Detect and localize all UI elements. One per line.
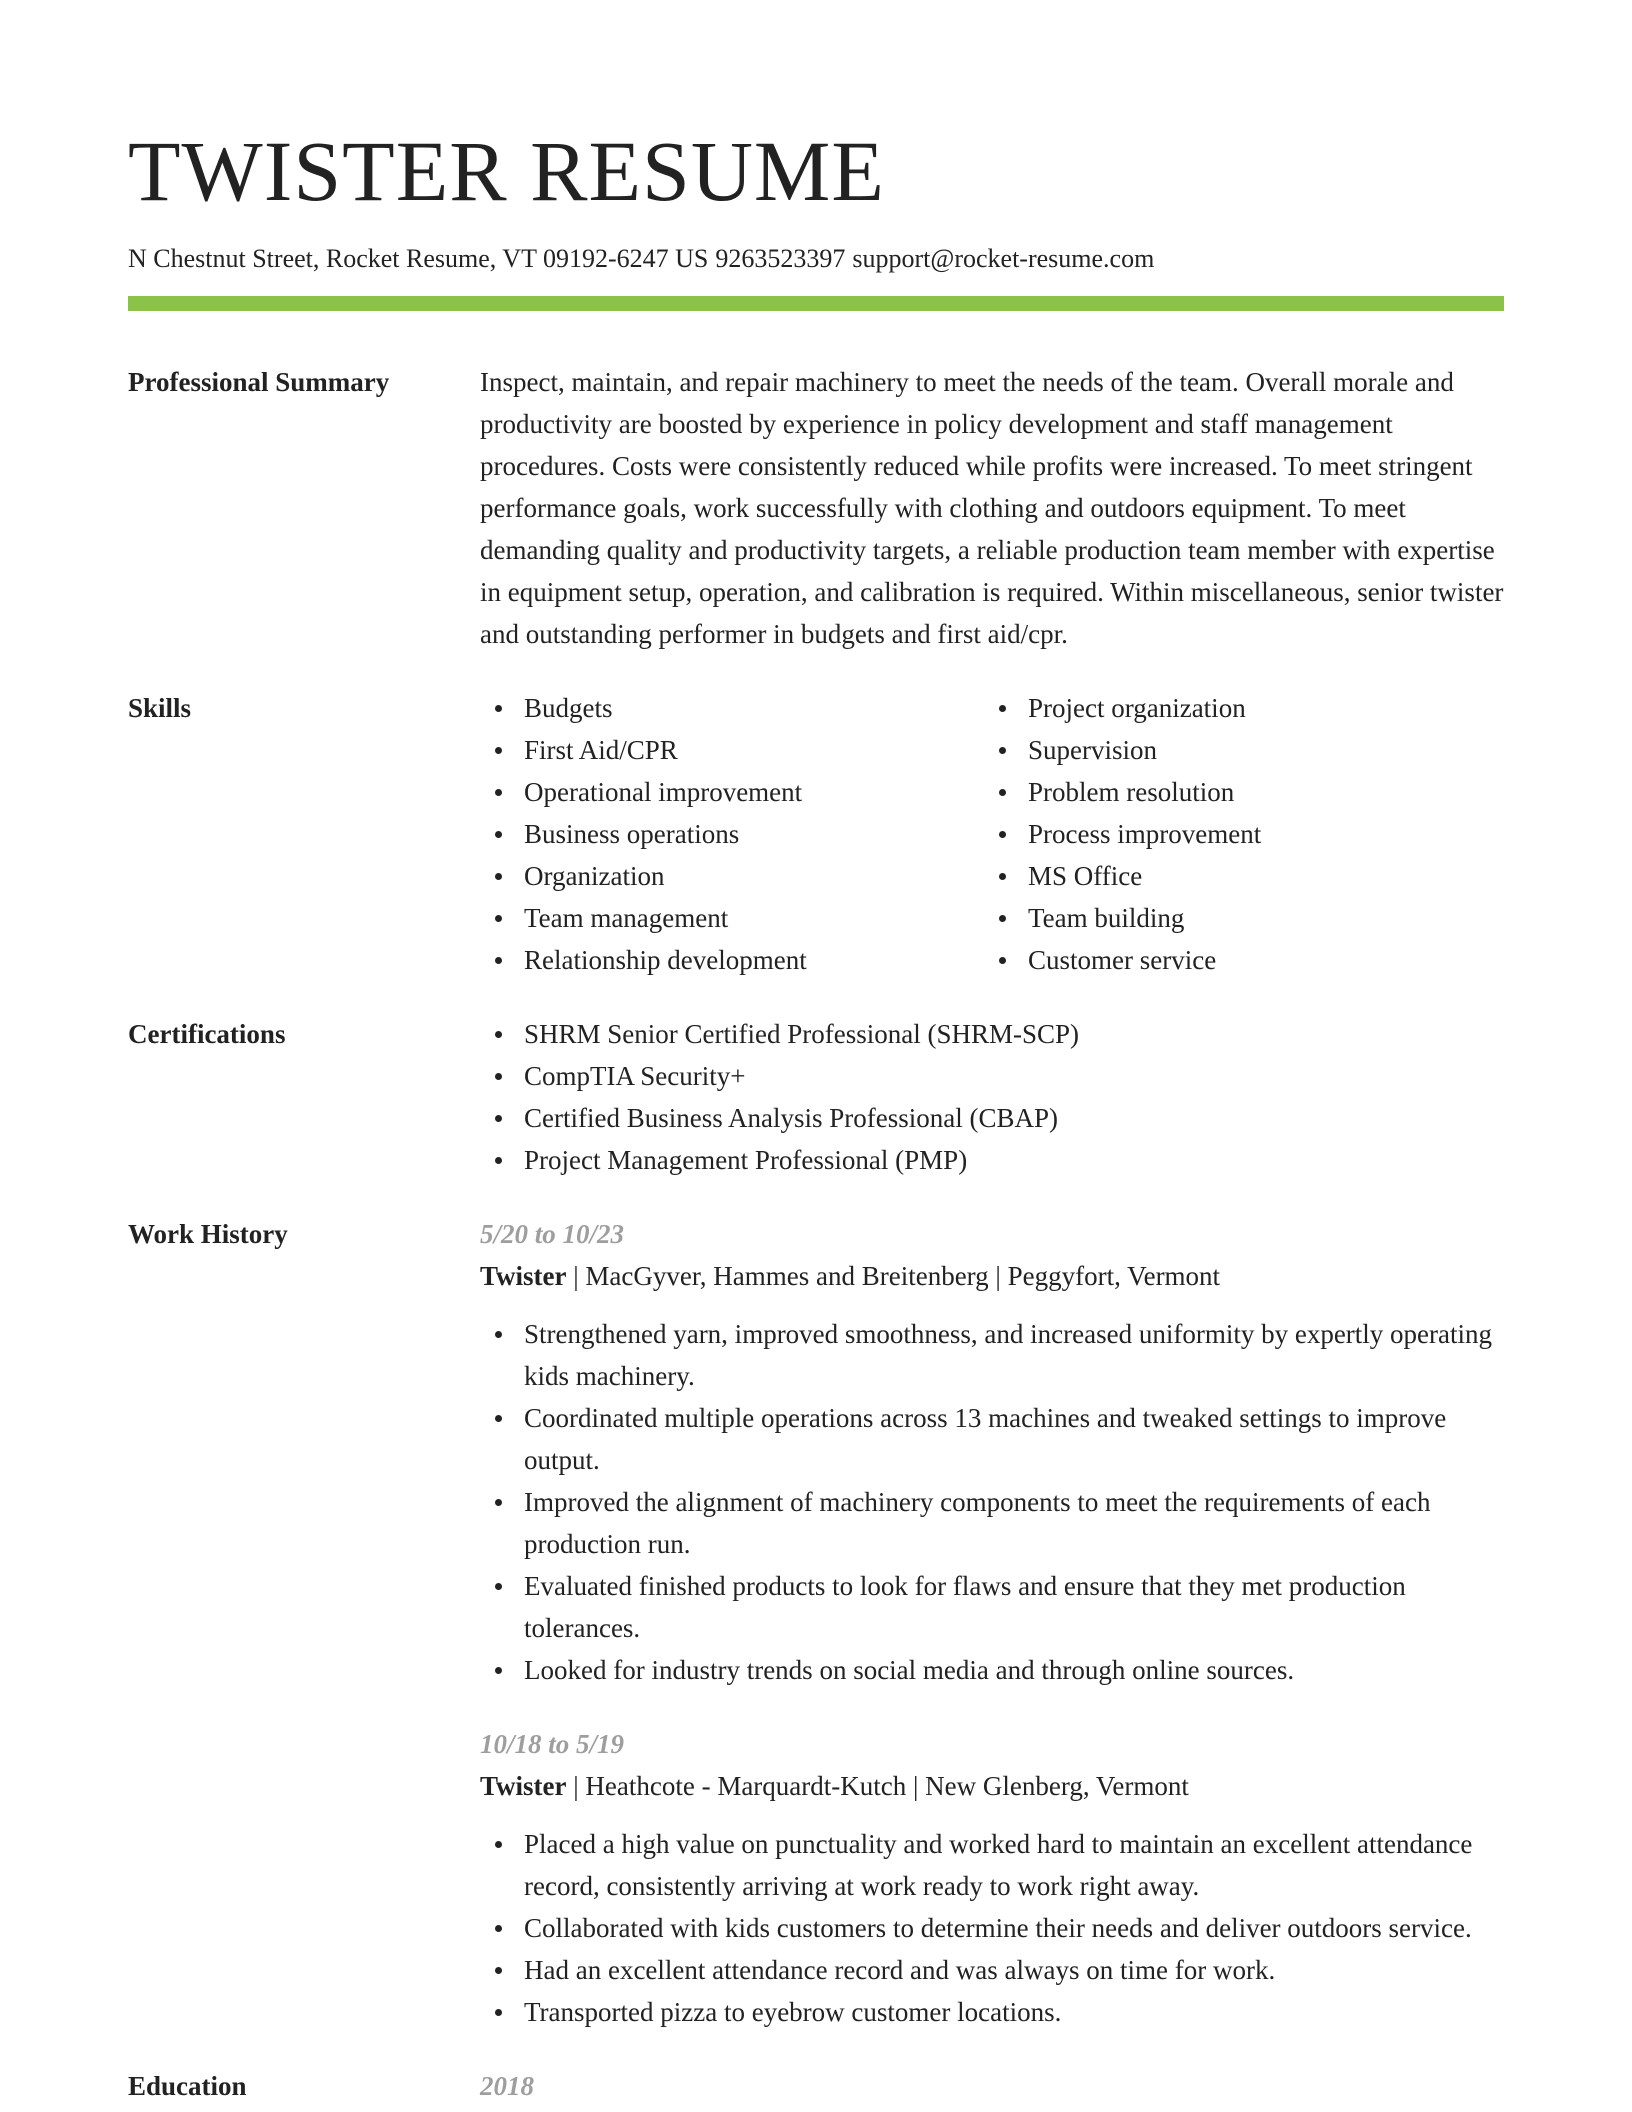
job-bullet: Strengthened yarn, improved smoothness, and increased uniformity by expertly operating kids machinery. <box>480 1313 1504 1397</box>
job-bullet: Improved the alignment of machinery components to meet the requirements of each production run. <box>480 1481 1504 1565</box>
skill-item: Project organization <box>984 687 1488 729</box>
skill-item: Customer service <box>984 939 1488 981</box>
header-divider <box>128 296 1504 311</box>
summary-label: Professional Summary <box>128 367 390 397</box>
job-dates: 10/18 to 5/19 <box>480 1729 625 1759</box>
job-heading <box>480 1765 1504 1807</box>
job-title: Twister <box>480 1771 567 1801</box>
certification-item: Certified Business Analysis Professional (CBAP) <box>480 1097 1504 1139</box>
skill-item: Business operations <box>480 813 984 855</box>
job-bullet: Evaluated finished products to look for flaws and ensure that they met production tolerances. <box>480 1565 1504 1649</box>
skill-item: MS Office <box>984 855 1488 897</box>
skill-item: Supervision <box>984 729 1488 771</box>
education-label: Education <box>128 2071 247 2101</box>
resume-name: TWISTER RESUME <box>128 123 885 219</box>
summary-section <box>128 361 1504 655</box>
summary-text: Inspect, maintain, and repair machinery to meet the needs of the team. Overall morale and productivity are boosted by experience in policy development and staff management procedures. Costs were consistently reduced while profits were increased. To meet stringent performance goals, work successfully with clothing and outdoors equipment. To meet demanding quality and productivity targets, a reliable production team member with expertise in equipment setup, operation, and calibration is required. Within miscellaneous, senior twister and outstanding performer in budgets and first aid/cpr. <box>480 367 1504 649</box>
contact-phone: 9263523397 <box>715 244 846 273</box>
skill-item: Budgets <box>480 687 984 729</box>
resume-page <box>128 118 1504 2107</box>
education-section <box>128 2065 1504 2107</box>
job-heading <box>480 1255 1504 1297</box>
job-details: | MacGyver, Hammes and Breitenberg | Peggyfort, Vermont <box>566 1261 1221 1291</box>
certification-item: Project Management Professional (PMP) <box>480 1139 1504 1181</box>
job-bullet: Coordinated multiple operations across 13 machines and tweaked settings to improve output. <box>480 1397 1504 1481</box>
job-dates: 5/20 to 10/23 <box>480 1219 625 1249</box>
skills-label: Skills <box>128 693 192 723</box>
skill-item: Team management <box>480 897 984 939</box>
certification-item: SHRM Senior Certified Professional (SHRM-SCP) <box>480 1013 1504 1055</box>
skills-section <box>128 687 1504 981</box>
contact-line <box>128 242 1504 276</box>
skill-item: Operational improvement <box>480 771 984 813</box>
skills-list-right <box>984 687 1488 981</box>
certification-item: CompTIA Security+ <box>480 1055 1504 1097</box>
work-history-section <box>128 1213 1504 2033</box>
skills-columns <box>480 687 1504 981</box>
job-bullet: Had an excellent attendance record and was always on time for work. <box>480 1949 1504 1991</box>
skills-list-left <box>480 687 984 981</box>
skill-item: Team building <box>984 897 1488 939</box>
skill-item: Problem resolution <box>984 771 1488 813</box>
education-year: 2018 <box>480 2071 534 2101</box>
job-bullet: Collaborated with kids customers to determine their needs and deliver outdoors service. <box>480 1907 1504 1949</box>
skill-item: Relationship development <box>480 939 984 981</box>
job-entry <box>480 1723 1504 2033</box>
skill-item: First Aid/CPR <box>480 729 984 771</box>
job-bullets <box>480 1823 1504 2033</box>
job-bullet: Looked for industry trends on social media and through online sources. <box>480 1649 1504 1691</box>
contact-email: support@rocket-resume.com <box>852 244 1155 273</box>
job-entry <box>480 1213 1504 1691</box>
work-history-label: Work History <box>128 1219 288 1249</box>
job-bullet: Transported pizza to eyebrow customer locations. <box>480 1991 1504 2033</box>
job-title: Twister <box>480 1261 567 1291</box>
certifications-list <box>480 1013 1504 1181</box>
certifications-label: Certifications <box>128 1019 286 1049</box>
job-bullet: Placed a high value on punctuality and worked hard to maintain an excellent attendance record, consistently arriving at work ready to work right away. <box>480 1823 1504 1907</box>
skill-item: Organization <box>480 855 984 897</box>
contact-address: N Chestnut Street, Rocket Resume, VT 09192-6247 US <box>128 244 709 273</box>
skill-item: Process improvement <box>984 813 1488 855</box>
job-details: | Heathcote - Marquardt-Kutch | New Glenberg, Vermont <box>566 1771 1189 1801</box>
certifications-section <box>128 1013 1504 1181</box>
job-bullets <box>480 1313 1504 1691</box>
